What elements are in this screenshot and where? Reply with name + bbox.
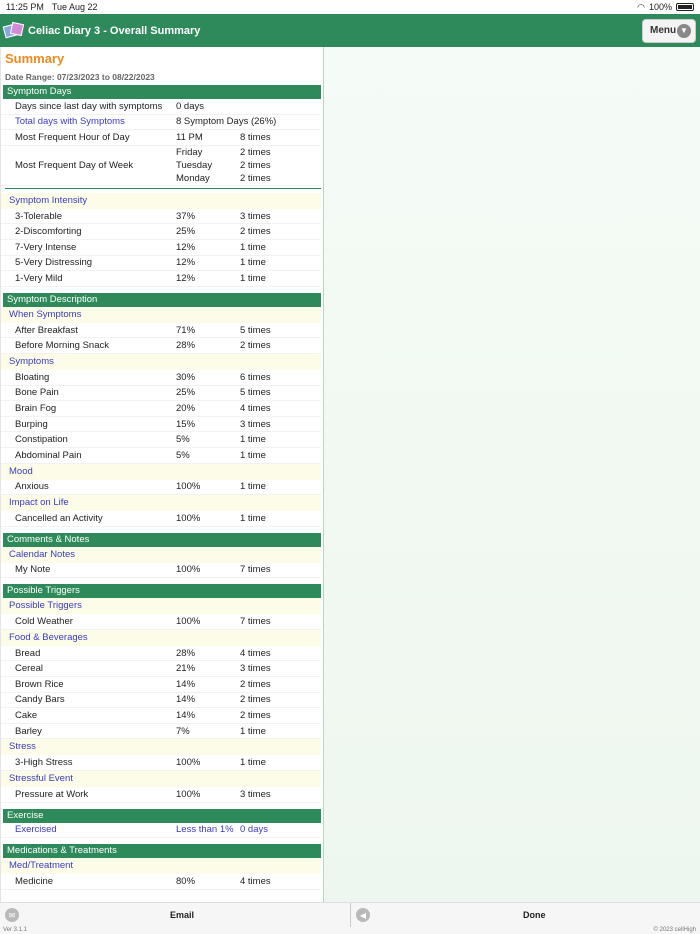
notes-list <box>1 563 323 579</box>
row-label: Burping <box>15 418 48 430</box>
subsection-mood: Mood <box>1 464 321 480</box>
row-count: 1 time <box>240 257 266 269</box>
subsection-symptom-intensity: Symptom Intensity <box>1 193 321 209</box>
row-count: 2 times <box>240 694 271 706</box>
date-range: Date Range: 07/23/2023 to 08/22/2023 <box>5 72 155 82</box>
table-row <box>1 209 321 225</box>
row-label: Medicine <box>15 876 54 888</box>
row-pct: 100% <box>176 616 201 628</box>
row-label: Days since last day with symptoms <box>15 100 163 112</box>
day-list <box>176 146 240 185</box>
done-button[interactable] <box>350 903 700 927</box>
medication-row <box>1 874 321 890</box>
row-pct: 14% <box>176 710 196 722</box>
subsection-impact: Impact on Life <box>1 495 321 511</box>
impact-list <box>1 511 323 527</box>
row-count: 3 times <box>240 418 271 430</box>
day-item: Friday <box>176 146 203 158</box>
days-since-row <box>1 99 321 115</box>
row-pct: 14% <box>176 694 196 706</box>
day-count: 2 times <box>240 159 271 171</box>
table-row <box>1 417 321 433</box>
row-pct: 100% <box>176 788 201 800</box>
row-pct: 30% <box>176 371 196 383</box>
table-row <box>1 755 321 771</box>
frequent-hour-row <box>1 130 321 146</box>
table-row <box>1 386 321 402</box>
table-row <box>1 511 321 527</box>
table-row <box>1 448 321 464</box>
subsection-calendar-notes: Calendar Notes <box>1 547 321 563</box>
table-row <box>1 256 321 272</box>
row-count: 6 times <box>240 371 271 383</box>
row-pct: 15% <box>176 418 196 430</box>
table-row <box>1 646 321 662</box>
row-pct: 12% <box>176 241 196 253</box>
table-row <box>1 661 321 677</box>
row-label: Cancelled an Activity <box>15 512 103 524</box>
row-count: 1 time <box>240 481 266 493</box>
row-label: Brain Fog <box>15 402 57 414</box>
row-count: 2 times <box>240 226 271 238</box>
table-row <box>1 677 321 693</box>
row-value: 8 Symptom Days (26%) <box>176 116 277 128</box>
table-row <box>1 338 321 354</box>
symptoms-list <box>1 370 323 464</box>
bottom-toolbar <box>0 902 700 934</box>
row-count: 8 times <box>240 131 271 143</box>
table-row <box>1 693 321 709</box>
row-pct: 25% <box>176 387 196 399</box>
subsection-stressful-event: Stressful Event <box>1 771 321 787</box>
row-label: 5-Very Distressing <box>15 257 93 269</box>
row-pct: 12% <box>176 257 196 269</box>
divider <box>5 188 321 189</box>
envelope-icon: ✉ <box>5 908 19 922</box>
wifi-icon: ◠ <box>637 1 645 12</box>
subsection-possible-triggers: Possible Triggers <box>1 598 321 614</box>
back-arrow-icon: ◀ <box>356 908 370 922</box>
row-pct: 20% <box>176 402 196 414</box>
row-count: 0 days <box>240 824 268 836</box>
when-list <box>1 323 323 354</box>
row-count: 4 times <box>240 876 271 888</box>
row-count: 1 time <box>240 434 266 446</box>
row-label: Cereal <box>15 663 43 675</box>
battery-percent: 100% <box>648 2 672 12</box>
table-row <box>1 480 321 496</box>
table-row <box>1 708 321 724</box>
section-symptom-description: Symptom Description <box>3 293 321 307</box>
status-date: Tue Aug 22 <box>51 2 98 12</box>
copyright-label: © 2023 cellHigh <box>653 927 696 933</box>
table-row <box>1 724 321 740</box>
app-logo-icon <box>4 23 24 39</box>
exercise-row[interactable] <box>1 823 321 839</box>
row-pct: 80% <box>176 876 196 888</box>
table-row <box>1 370 321 386</box>
page-title: Celiac Diary 3 - Overall Summary <box>28 24 201 37</box>
row-pct: 5% <box>176 434 190 446</box>
intensity-list <box>1 209 323 287</box>
exercise-link[interactable]: Exercised <box>15 824 57 836</box>
table-row <box>1 271 321 287</box>
email-button[interactable] <box>0 903 350 927</box>
row-label: 7-Very Intense <box>15 241 77 253</box>
row-label: 3-High Stress <box>15 757 73 769</box>
total-days-row[interactable] <box>1 115 321 131</box>
section-comments: Comments & Notes <box>3 533 321 547</box>
row-count: 7 times <box>240 616 271 628</box>
detail-panel <box>324 47 700 902</box>
row-label: Most Frequent Day of Week <box>15 159 134 171</box>
row-label: Anxious <box>15 481 49 493</box>
row-pct: 100% <box>176 512 201 524</box>
row-count: 3 times <box>240 210 271 222</box>
subsection-food: Food & Beverages <box>1 630 321 646</box>
row-count: 5 times <box>240 387 271 399</box>
row-pct: 28% <box>176 340 196 352</box>
row-pct: 25% <box>176 226 196 238</box>
row-pct: 100% <box>176 757 201 769</box>
row-label: Abdominal Pain <box>15 449 82 461</box>
row-pct: 100% <box>176 481 201 493</box>
menu-button[interactable] <box>642 19 696 43</box>
row-pct: 7% <box>176 725 190 737</box>
row-label: Bread <box>15 647 41 659</box>
battery-icon <box>676 3 694 11</box>
table-row <box>1 224 321 240</box>
row-label: Most Frequent Hour of Day <box>15 131 130 143</box>
section-symptom-days: Symptom Days <box>3 85 321 99</box>
summary-heading: Summary <box>5 51 65 66</box>
row-label: Brown Rice <box>15 678 64 690</box>
row-count: 1 time <box>240 449 266 461</box>
day-item: Tuesday <box>176 159 213 171</box>
row-label: 3-Tolerable <box>15 210 62 222</box>
food-list <box>1 646 323 740</box>
stress-list <box>1 755 323 771</box>
status-time: 11:25 PM <box>6 2 44 12</box>
table-row <box>1 787 321 803</box>
chevron-down-icon: ▼ <box>677 24 691 38</box>
total-days-link[interactable]: Total days with Symptoms <box>15 116 125 128</box>
row-count: 5 times <box>240 324 271 336</box>
row-label: After Breakfast <box>15 324 78 336</box>
event-list <box>1 787 323 803</box>
day-item: Monday <box>176 172 210 184</box>
row-count: 1 time <box>240 241 266 253</box>
table-row <box>1 563 321 579</box>
title-bar <box>0 14 700 47</box>
row-pct: 5% <box>176 449 190 461</box>
subsection-stress: Stress <box>1 739 321 755</box>
row-label: 1-Very Mild <box>15 272 63 284</box>
row-pct: 28% <box>176 647 196 659</box>
section-exercise: Exercise <box>3 809 321 823</box>
subsection-med-treatment: Med/Treatment <box>1 858 321 874</box>
subsection-when-symptoms: When Symptoms <box>1 307 321 323</box>
row-pct: 100% <box>176 564 201 576</box>
section-possible-triggers: Possible Triggers <box>3 584 321 598</box>
row-count: 1 time <box>240 272 266 284</box>
row-pct: 11 PM <box>176 131 203 143</box>
version-label: Ver 3.1.1 <box>3 927 28 933</box>
status-bar <box>0 0 700 14</box>
row-count: 2 times <box>240 340 271 352</box>
row-label: Cake <box>15 710 38 722</box>
row-count: 1 time <box>240 757 266 769</box>
mood-list <box>1 480 323 496</box>
row-pct: Less than 1% <box>176 824 234 836</box>
table-row <box>1 240 321 256</box>
row-count: 2 times <box>240 678 271 690</box>
table-row <box>1 432 321 448</box>
row-value: 0 days <box>176 100 204 112</box>
row-label: My Note <box>15 564 51 576</box>
row-pct: 71% <box>176 324 196 336</box>
day-count: 2 times <box>240 172 271 184</box>
row-label: Before Morning Snack <box>15 340 109 352</box>
row-count: 1 time <box>240 725 266 737</box>
row-label: Bloating <box>15 371 50 383</box>
row-count: 4 times <box>240 402 271 414</box>
row-pct: 37% <box>176 210 196 222</box>
row-count: 3 times <box>240 788 271 800</box>
row-label: Candy Bars <box>15 694 65 706</box>
day-count: 2 times <box>240 146 271 158</box>
row-pct: 12% <box>176 272 196 284</box>
row-label: Constipation <box>15 434 68 446</box>
status-right <box>637 2 694 13</box>
menu-button-label: Menu <box>650 25 677 36</box>
row-count: 4 times <box>240 647 271 659</box>
subsection-symptoms: Symptoms <box>1 354 321 370</box>
row-count: 7 times <box>240 564 271 576</box>
row-pct: 14% <box>176 678 196 690</box>
done-label: Done <box>523 910 546 920</box>
row-count: 1 time <box>240 512 266 524</box>
row-label: Cold Weather <box>15 616 73 628</box>
row-label: Bone Pain <box>15 387 59 399</box>
row-count: 2 times <box>240 710 271 722</box>
table-row <box>1 323 321 339</box>
summary-panel[interactable] <box>0 47 324 902</box>
row-pct: 21% <box>176 663 196 675</box>
triggers-list <box>1 614 323 630</box>
section-medications: Medications & Treatments <box>3 844 321 858</box>
row-count: 3 times <box>240 663 271 675</box>
row-label: Barley <box>15 725 42 737</box>
email-label: Email <box>170 910 195 920</box>
row-label: Pressure at Work <box>15 788 89 800</box>
table-row <box>1 401 321 417</box>
frequent-day-row <box>1 146 321 186</box>
day-count-list <box>240 146 271 185</box>
table-row <box>1 614 321 630</box>
row-label: 2-Discomforting <box>15 226 82 238</box>
